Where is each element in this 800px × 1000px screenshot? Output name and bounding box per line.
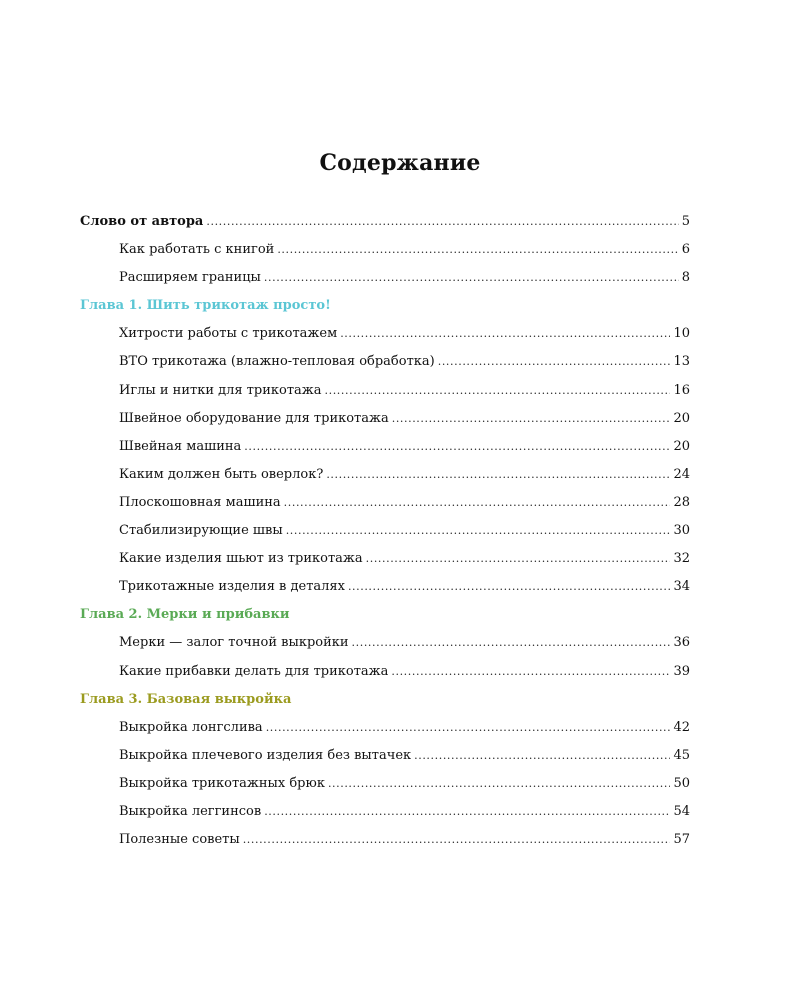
dot-leader xyxy=(286,524,671,537)
toc-entry[interactable] xyxy=(80,748,690,776)
toc-entry-page: 32 xyxy=(673,551,690,567)
toc-entry-page: 45 xyxy=(673,747,690,763)
toc-entry-label: Выкройка лонгслива xyxy=(119,719,263,735)
toc-entry-label: Стабилизирующие швы xyxy=(119,523,283,539)
dot-leader xyxy=(414,749,670,762)
toc-entry-page: 36 xyxy=(673,635,690,651)
dot-leader xyxy=(328,777,671,790)
toc-entry-label: Каким должен быть оверлок? xyxy=(119,466,324,482)
chapter-heading[interactable]: Глава 2. Мерки и прибавки xyxy=(80,607,290,623)
dot-leader xyxy=(284,496,671,509)
toc-entry-page: 54 xyxy=(673,803,690,819)
toc-entry-label: Трикотажные изделия в деталях xyxy=(119,579,345,595)
toc-entry-page: 30 xyxy=(673,523,690,539)
dot-leader xyxy=(352,636,671,649)
toc-entry-label: Какие прибавки делать для трикотажа xyxy=(119,663,389,679)
dot-leader xyxy=(243,833,671,846)
toc-entry[interactable] xyxy=(80,354,690,382)
toc-entry-page: 34 xyxy=(673,579,690,595)
toc-entry[interactable] xyxy=(80,664,690,692)
chapter-heading[interactable]: Глава 3. Базовая выкройка xyxy=(80,691,292,707)
chapter-heading[interactable]: Глава 1. Шить трикотаж просто! xyxy=(80,298,331,314)
toc-entry-page: 16 xyxy=(673,382,690,398)
toc-entry[interactable] xyxy=(80,635,690,663)
dot-leader xyxy=(264,271,679,284)
toc-entry-page: 8 xyxy=(681,270,690,286)
toc-entry-label: Как работать с книгой xyxy=(119,242,275,258)
toc-entry-page: 20 xyxy=(673,438,690,454)
toc-entry-label: Слово от автора xyxy=(80,214,204,229)
dot-leader xyxy=(348,580,671,593)
dot-leader xyxy=(340,327,670,340)
dot-leader xyxy=(277,243,678,256)
toc-entry-page: 42 xyxy=(673,719,690,735)
toc-entry-page: 6 xyxy=(681,242,690,258)
toc-entry-page: 28 xyxy=(673,494,690,510)
toc-entry[interactable] xyxy=(80,242,690,270)
toc-entry-page: 20 xyxy=(673,410,690,426)
toc-entry-label: Полезные советы xyxy=(119,832,240,848)
dot-leader xyxy=(266,721,671,734)
dot-leader xyxy=(392,412,671,425)
toc-entry-label: Выкройка трикотажных брюк xyxy=(119,775,325,791)
dot-leader xyxy=(326,468,670,481)
toc-entry[interactable] xyxy=(80,467,690,495)
toc-entry-page: 13 xyxy=(673,354,690,370)
toc-entry[interactable] xyxy=(80,326,690,354)
toc-entry[interactable] xyxy=(80,551,690,579)
toc-entry[interactable] xyxy=(80,832,690,860)
toc-entry[interactable] xyxy=(80,383,690,411)
toc-entry[interactable] xyxy=(80,439,690,467)
toc-entry[interactable] xyxy=(80,270,690,298)
page-title: Содержание xyxy=(319,150,481,176)
toc-entry[interactable] xyxy=(80,579,690,607)
toc-entry[interactable] xyxy=(80,776,690,804)
table-of-contents xyxy=(80,214,690,860)
toc-entry[interactable] xyxy=(80,720,690,748)
toc-entry-label: Хитрости работы с трикотажем xyxy=(119,326,338,342)
toc-entry-page: 50 xyxy=(673,775,690,791)
toc-entry-label: Швейная машина xyxy=(119,438,242,454)
dot-leader xyxy=(366,552,671,565)
toc-entry-label: Плоскошовная машина xyxy=(119,494,281,510)
toc-entry-label: Мерки — залог точной выкройки xyxy=(119,635,349,651)
toc-entry-page: 5 xyxy=(681,214,690,229)
toc-entry-page: 10 xyxy=(673,326,690,342)
dot-leader xyxy=(325,384,671,397)
toc-entry[interactable] xyxy=(80,411,690,439)
toc-entry-label: Какие изделия шьют из трикотажа xyxy=(119,551,363,567)
toc-entry-page: 39 xyxy=(673,663,690,679)
toc-entry-page: 24 xyxy=(673,466,690,482)
toc-entry[interactable] xyxy=(80,495,690,523)
toc-entry-label: Выкройка леггинсов xyxy=(119,803,262,819)
toc-entry[interactable] xyxy=(80,804,690,832)
toc-entry-intro[interactable] xyxy=(80,214,690,242)
toc-entry-page: 57 xyxy=(673,832,690,848)
toc-entry-label: Выкройка плечевого изделия без вытачек xyxy=(119,747,412,763)
toc-entry[interactable] xyxy=(80,523,690,551)
toc-entry-label: Швейное оборудование для трикотажа xyxy=(119,410,389,426)
dot-leader xyxy=(244,440,670,453)
dot-leader xyxy=(438,355,671,368)
toc-entry-label: Расширяем границы xyxy=(119,270,261,286)
dot-leader xyxy=(206,215,678,228)
dot-leader xyxy=(391,665,670,678)
toc-entry-label: Иглы и нитки для трикотажа xyxy=(119,382,322,398)
dot-leader xyxy=(264,805,670,818)
toc-entry-label: ВТО трикотажа (влажно-тепловая обработка) xyxy=(119,354,435,370)
